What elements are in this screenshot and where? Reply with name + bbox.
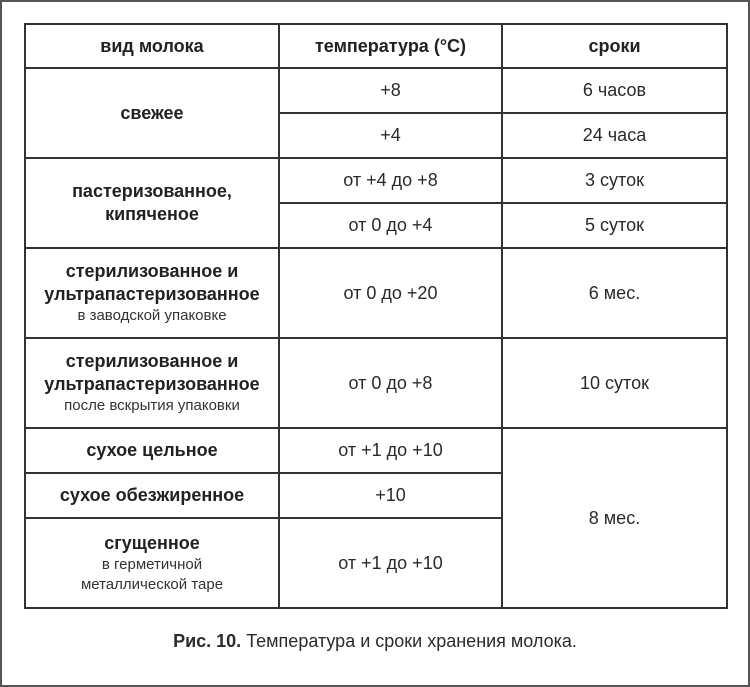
- milk-type-cell: [25, 248, 279, 338]
- milk-type-note: после вскрытия упаковки: [64, 397, 240, 414]
- milk-type-line: сгущенное: [104, 532, 200, 553]
- temperature-cell: от +4 до +8: [279, 158, 502, 203]
- figure-caption-text: Температура и сроки хранения молока.: [241, 631, 577, 651]
- figure-label: Рис. 10.: [173, 631, 242, 651]
- milk-type-line: кипяченое: [105, 204, 199, 224]
- milk-type-line: ультрапастеризованное: [44, 284, 260, 304]
- milk-type-line: стерилизованное и: [65, 351, 239, 371]
- milk-type-note: металлической таре: [80, 575, 224, 593]
- milk-type-line: ультрапастеризованное: [44, 374, 260, 394]
- temperature-cell: +8: [279, 68, 502, 113]
- temperature-cell: от 0 до +20: [279, 248, 502, 338]
- term-cell: 6 мес.: [502, 248, 727, 338]
- figure-caption: [0, 631, 750, 652]
- term-cell: 3 суток: [502, 158, 727, 203]
- term-cell: 10 суток: [502, 338, 727, 428]
- temperature-cell: от 0 до +4: [279, 203, 502, 248]
- term-cell: 5 суток: [502, 203, 727, 248]
- table-row: [25, 68, 727, 113]
- temperature-cell: +4: [279, 113, 502, 158]
- temperature-cell: от 0 до +8: [279, 338, 502, 428]
- milk-type-cell: [25, 338, 279, 428]
- term-cell: 6 часов: [502, 68, 727, 113]
- table-header-row: [25, 24, 727, 68]
- header-temperature: температура (°C): [279, 24, 502, 68]
- milk-type-note: в герметичной: [101, 555, 203, 573]
- table-row: [25, 248, 727, 338]
- milk-type-cell: свежее: [25, 68, 279, 158]
- milk-type-cell: сухое цельное: [25, 428, 279, 473]
- milk-type-cell: сухое обезжиренное: [25, 473, 279, 518]
- milk-type-cell: [25, 518, 279, 608]
- milk-type-line: пастеризованное,: [72, 181, 232, 201]
- header-milk-type: вид молока: [25, 24, 279, 68]
- temperature-cell: от +1 до +10: [279, 428, 502, 473]
- milk-storage-table: [24, 23, 728, 609]
- table-row: [25, 428, 727, 473]
- milk-type-cell: [25, 158, 279, 248]
- temperature-cell: +10: [279, 473, 502, 518]
- milk-type-note: в заводской упаковке: [77, 307, 227, 324]
- table-row: [25, 158, 727, 203]
- table-row: [25, 338, 727, 428]
- temperature-cell: от +1 до +10: [279, 518, 502, 608]
- merged-term-cell: 8 мес.: [502, 428, 727, 608]
- milk-type-line: стерилизованное и: [65, 261, 239, 281]
- header-terms: сроки: [502, 24, 727, 68]
- term-cell: 24 часа: [502, 113, 727, 158]
